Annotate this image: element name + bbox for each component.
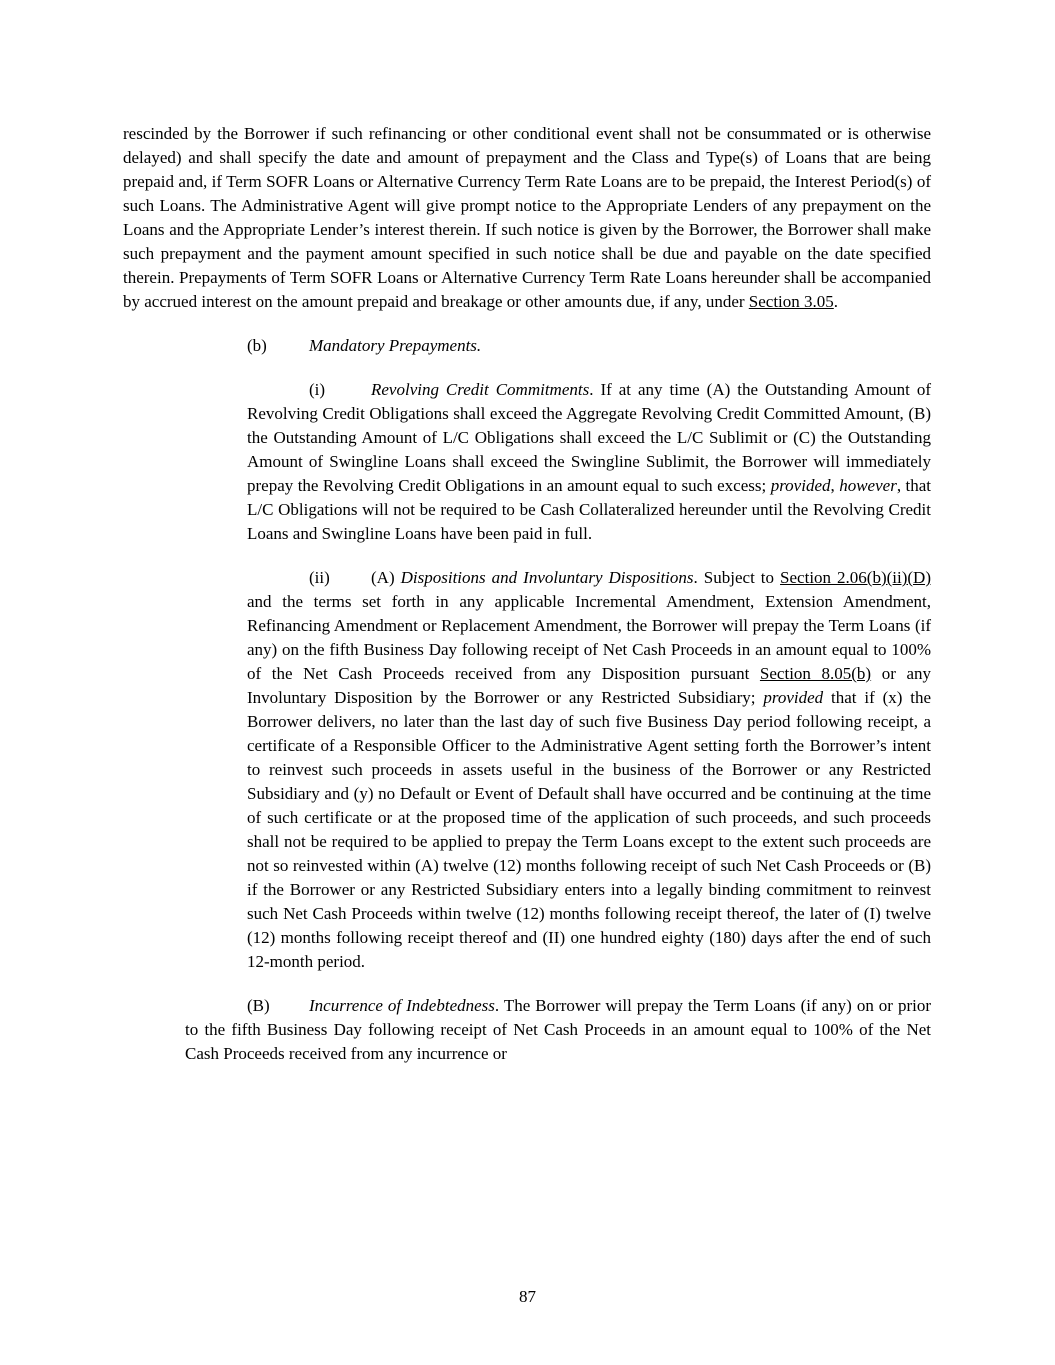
body-text: , that L/C Obligations will not be required to be Cash Collateralized hereunder until the Revolving Credit Loans and Swingline Loans have been paid in full. [247,476,932,543]
body-text: , [830,476,840,495]
defined-term-dispositions: Dispositions and Involuntary Dispositions [400,568,694,587]
page-number: 87 [519,1287,536,1306]
body-text: . [833,292,839,311]
section-8-05-b-reference: Section 8.05(b) [759,664,872,683]
heading-mandatory-prepayments [247,334,931,358]
body-text: or any Involuntary Disposition by the Borrower or any Restricted Subsidiary; [247,664,931,707]
paragraph-prepayment-notice-continuation [123,122,931,314]
body-text: . If at any time (A) the Outstanding Amount of Revolving Credit Obligations shall exceed the Aggregate Revolving Credit Committed Amount, (B) the Outstanding Amount of L/C Obligations shall exceed the L/C Sublimit or (C) the Outstanding Amount of Swingline Loans shall exceed the Swingline Sublimit, the Borrower will immediately prepay the Revolving Credit Obligations in an amount equal to such excess; [247,380,931,495]
section-3-05-reference: Section 3.05 [748,292,834,311]
body-text: and the terms set forth in any applicable Incremental Amendment, Extension Amendment, Refinancing Amendment or Replacement Amendment, the Borrower will prepay the Term Loans (if any) on the fifth Business Day following receipt of Net Cash Proceeds in an amount equal to 100% of the Net Cash Proceeds received from any Disposition pursuant [247,592,931,683]
defined-term-incurrence-of-indebtedness: Incurrence of Indebtedness [309,996,495,1015]
clause-label-ii: (ii) [309,568,330,587]
page-footer [0,1285,1055,1309]
heading-text: Mandatory Prepayments. [309,336,482,355]
paragraph-dispositions-involuntary-dispositions [247,566,931,974]
body-text: rescinded by the Borrower if such refinancing or other conditional event shall not be consummated or is otherwise delayed) and shall specify the date and amount of prepayment and the Class and Type(s) of Loans that are being prepaid and, if Term SOFR Loans or Alternative Currency Term Rate Loans are to be prepaid, the Interest Period(s) of such Loans. The Administrative Agent will give prompt notice to the Appropriate Lenders of any prepayment on the Loans and the Appropriate Lender’s interest therein. If such notice is given by the Borrower, the Borrower shall make such prepayment and the payment amount specified in such notice shall be due and payable on the date specified therein. Prepayments of Term SOFR Loans or Alternative Currency Term Rate Loans hereunder shall be accompanied by accrued interest on the amount prepaid and breakage or other amounts due, if any, under [123,124,931,311]
clause-label-B: (B) [247,996,270,1015]
clause-label-b: (b) [247,336,267,355]
paragraph-incurrence-of-indebtedness [185,994,931,1066]
defined-term-revolving-credit-commitments: Revolving Credit Commitments [371,380,590,399]
body-text: . The Borrower will prepay the Term Loans (if any) on or prior to the fifth Business Day following receipt of Net Cash Proceeds in an amount equal to 100% of the Net Cash Proceeds received from any incurrence or [185,996,931,1063]
body-text: that if (x) the Borrower delivers, no later than the last day of such five Business Day period following receipt, a certificate of a Responsible Officer to the Administrative Agent setting forth the Borrower’s intent to reinvest such proceeds in assets useful in the business of the Borrower or any Restricted Subsidiary and (y) no Default or Event of Default shall have occurred and be continuing at the time of such certificate or at the proposed time of the application of such proceeds, and such proceeds shall not be required to be applied to prepay the Term Loans except to the extent such proceeds are not so reinvested within (A) twelve (12) months following receipt of such Net Cash Proceeds or (B) if the Borrower or any Restricted Subsidiary enters into a legally binding commitment to reinvest such Net Cash Proceeds within twelve (12) months following receipt thereof, the later of (I) twelve (12) months following receipt thereof and (II) one hundred eighty (180) days after the end of such 12-month period. [247,688,932,971]
clause-label-i: (i) [309,380,326,399]
section-2-06-b-ii-d-reference: Section 2.06(b)(ii)(D) [780,568,931,587]
paragraph-revolving-credit-commitments [247,378,931,546]
proviso-term: however [839,476,897,495]
sub-clause-label-a: (A) [371,568,401,587]
proviso-term: provided [763,688,824,707]
document-page [123,122,931,1086]
proviso-term: provided [770,476,831,495]
body-text: . Subject to [693,568,781,587]
